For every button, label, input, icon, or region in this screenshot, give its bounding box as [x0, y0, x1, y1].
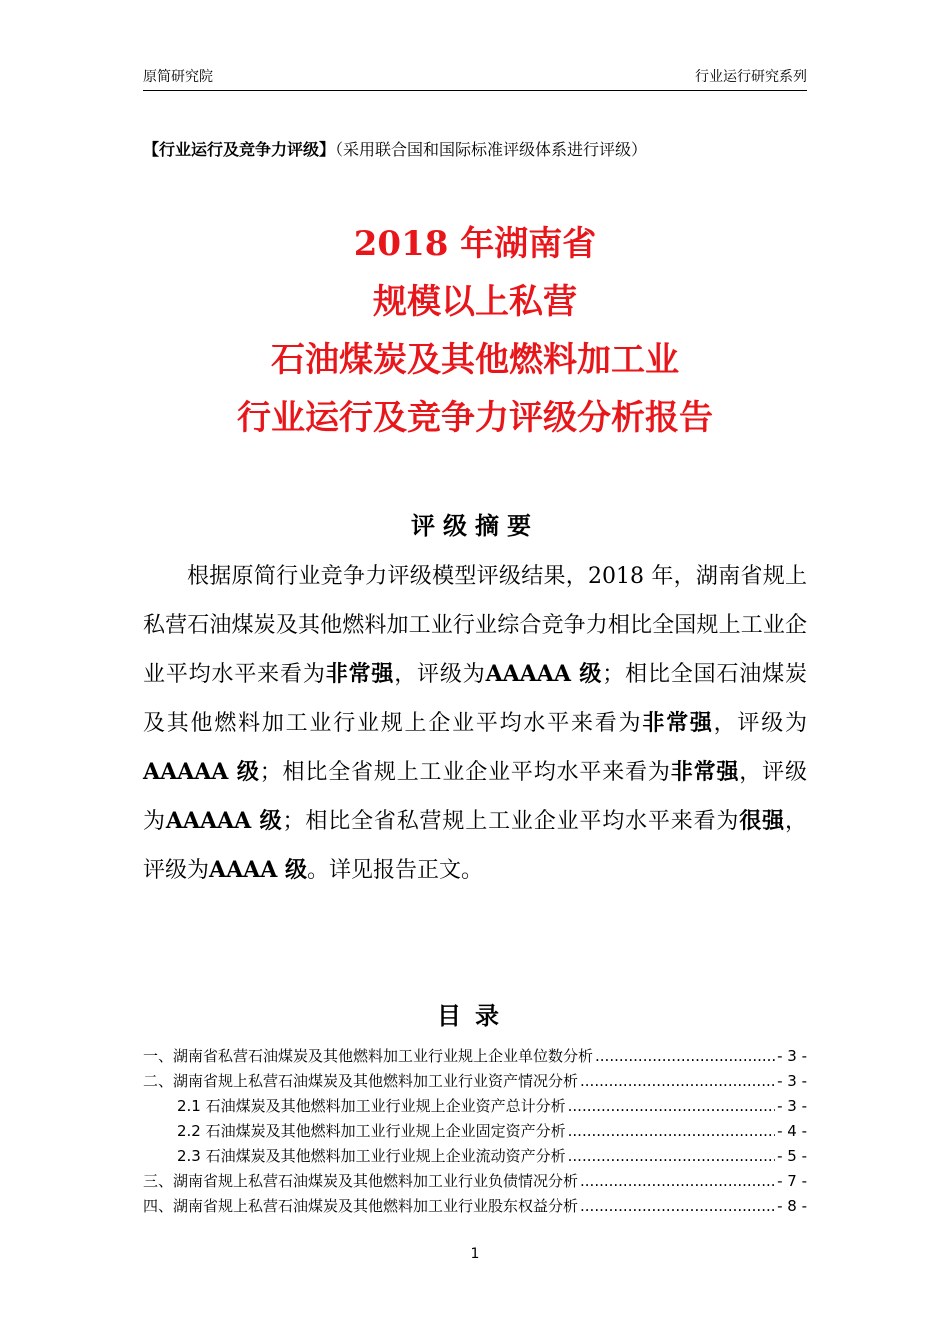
toc-entry[interactable]: [143, 1194, 807, 1219]
abstract-text: ，评级为: [143, 760, 807, 834]
toc-entry[interactable]: [143, 1069, 807, 1094]
page-header: [143, 66, 807, 91]
abstract-emphasis: AAAAA 级: [485, 661, 603, 687]
toc-entry-label: 二、湖南省规上私营石油煤炭及其他燃料加工业行业资产情况分析: [143, 1072, 579, 1090]
toc-subentry[interactable]: [143, 1144, 807, 1169]
toc-entry-label: 一、湖南省私营石油煤炭及其他燃料加工业行业规上企业单位数分析: [143, 1047, 594, 1065]
toc-entry-label: 三、湖南省规上私营石油煤炭及其他燃料加工业行业负债情况分析: [143, 1172, 579, 1190]
abstract-emphasis: 非常强: [670, 759, 740, 785]
toc-entry-page: - 3 -: [777, 1047, 807, 1065]
toc-entry-page: - 7 -: [777, 1172, 807, 1190]
abstract-text: ；相比全省规上工业企业平均水平来看为: [259, 760, 671, 785]
abstract-emphasis: 很强: [739, 808, 785, 834]
abstract-emphasis: AAAAA 级: [165, 808, 283, 834]
abstract-emphasis: AAAAA 级: [143, 759, 260, 785]
toc-entry-page: - 3 -: [777, 1072, 807, 1090]
toc-entry-page: - 4 -: [777, 1122, 807, 1140]
title-line-2: 规模以上私营: [373, 282, 577, 322]
page-number: 1: [470, 1246, 480, 1262]
abstract-heading: 评级摘要: [411, 512, 539, 540]
toc-leader: [580, 1069, 775, 1094]
toc-entry-page: - 8 -: [777, 1197, 807, 1215]
toc-entry-page: - 3 -: [777, 1097, 807, 1115]
abstract-text: ，评级为: [143, 809, 807, 883]
toc-entry[interactable]: [143, 1044, 807, 1069]
abstract-text: ；相比全国石油煤炭及其他燃料加工业行业规上企业平均水平来看为: [143, 662, 807, 736]
toc-subentry[interactable]: [143, 1094, 807, 1119]
abstract-emphasis: 非常强: [642, 710, 714, 736]
toc-leader: [568, 1119, 775, 1144]
report-tagline: [143, 137, 823, 160]
toc-entry-label: 2.1 石油煤炭及其他燃料加工业行业规上企业资产总计分析: [177, 1097, 566, 1115]
abstract-emphasis: AAAA 级: [209, 857, 307, 883]
toc-leader: [580, 1169, 775, 1194]
abstract-text: 。详见报告正文。: [306, 858, 483, 883]
abstract-text: ，评级为: [713, 711, 807, 736]
toc-leader: [580, 1194, 775, 1219]
table-of-contents: [143, 1044, 807, 1219]
toc-heading: 目录: [437, 1002, 513, 1030]
toc-entry[interactable]: [143, 1169, 807, 1194]
title-line-4: 行业运行及竞争力评级分析报告: [237, 398, 713, 438]
toc-entry-label: 2.3 石油煤炭及其他燃料加工业行业规上企业流动资产分析: [177, 1147, 566, 1165]
abstract-text: 根据原简行业竞争力评级模型评级结果，2018 年，湖南省规上私营石油煤炭及其他燃料加工业行业综合竞争力相比全国规上工业企业平均水平来看为: [143, 564, 807, 687]
title-line-3: 石油煤炭及其他燃料加工业: [271, 340, 679, 380]
abstract-emphasis: 非常强: [325, 661, 395, 687]
toc-entry-page: - 5 -: [777, 1147, 807, 1165]
abstract-text: ；相比全省私营规上工业企业平均水平来看为: [282, 809, 740, 834]
toc-entry-label: 四、湖南省规上私营石油煤炭及其他燃料加工业行业股东权益分析: [143, 1197, 579, 1215]
tagline-bold: 【行业运行及竞争力评级】: [143, 140, 336, 159]
tagline-paren: （采用联合国和国际标准评级体系进行评级）: [335, 140, 648, 159]
header-series: 行业运行研究系列: [695, 69, 807, 85]
abstract-text: ，评级为: [394, 662, 486, 687]
title-line-1: 2018 年湖南省: [353, 224, 597, 264]
report-title: [0, 215, 950, 447]
toc-subentry[interactable]: [143, 1119, 807, 1144]
toc-leader: [568, 1094, 775, 1119]
toc-entry-label: 2.2 石油煤炭及其他燃料加工业行业规上企业固定资产分析: [177, 1122, 566, 1140]
header-org: 原简研究院: [143, 69, 213, 85]
toc-leader: [568, 1144, 775, 1169]
toc-leader: [595, 1044, 775, 1069]
abstract-paragraph: [143, 552, 807, 895]
